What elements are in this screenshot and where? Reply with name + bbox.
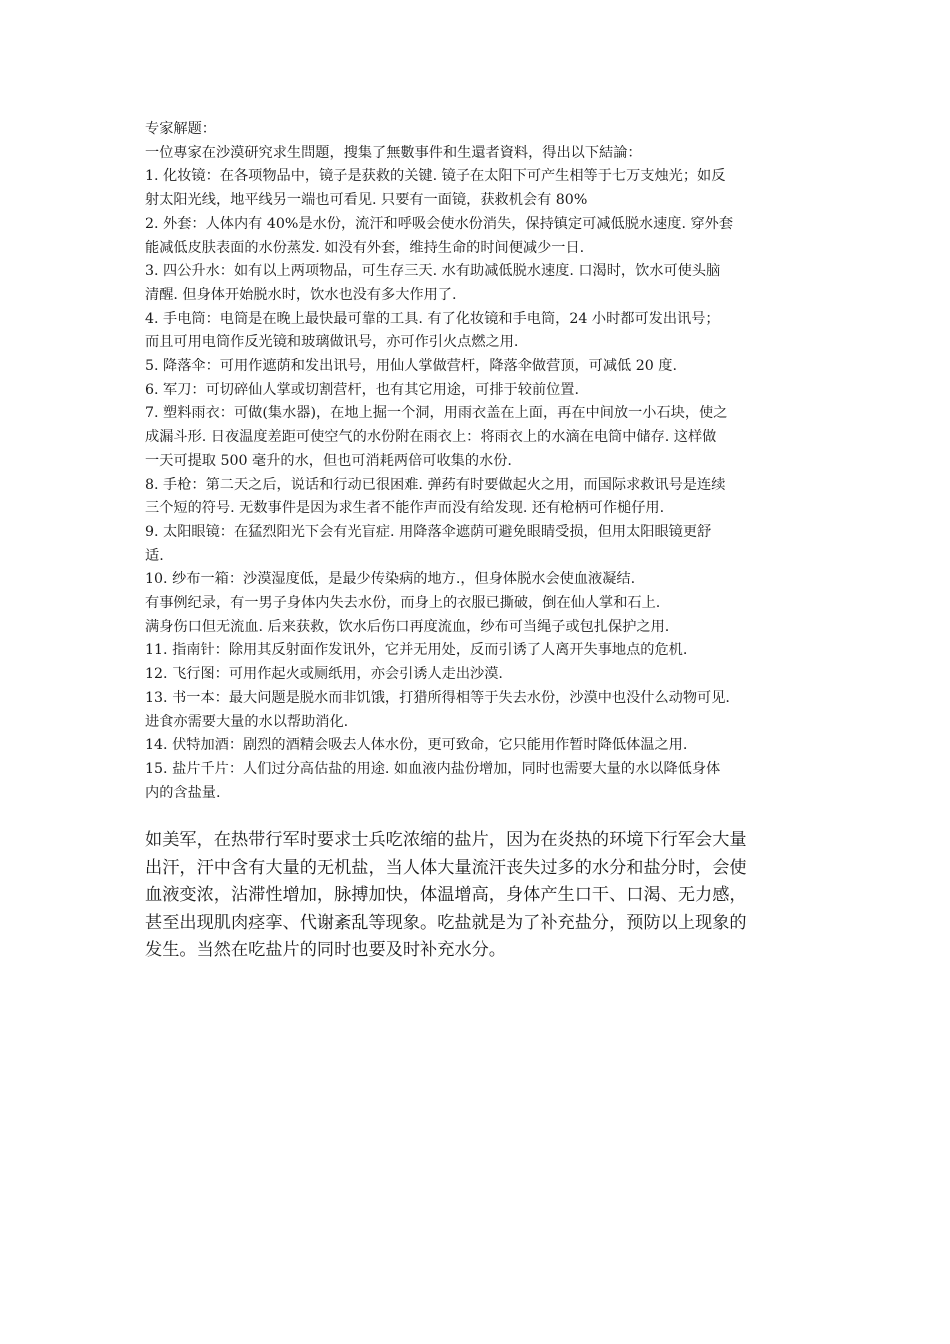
text-line: 6. 军刀：可切碎仙人掌或切割营杆，也有其它用途，可排于较前位置.: [145, 381, 579, 398]
text-line: 9. 太阳眼镜：在猛烈阳光下会有光盲症. 用降落伞遮荫可避免眼睛受损，但用太阳眼镜更舒: [145, 523, 712, 540]
paragraph-line: 出汗，汗中含有大量的无机盐，当人体大量流汗丧失过多的水分和盐分时，会使: [145, 857, 747, 878]
text-line: 射太阳光线，地平线另一端也可看见. 只要有一面镜，获救机会有 80%: [145, 192, 588, 209]
text-line: 内的含盐量.: [145, 784, 221, 801]
text-line: 成漏斗形. 日夜温度差距可使空气的水份附在雨衣上：将雨衣上的水滴在电筒中储存. 这样做: [145, 429, 717, 446]
text-line: 三个短的符号. 无数事件是因为求生者不能作声而没有给发现. 还有枪柄可作槌仔用.: [145, 500, 665, 517]
paragraph-line: 发生。当然在吃盐片的同时也要及时补充水分。: [145, 940, 506, 961]
text-line: 15. 盐片千片：人们过分高估盐的用途. 如血液内盐份增加，同时也需要大量的水以降低身体: [145, 760, 721, 777]
text-line: 7. 塑料雨衣：可做(集水器)，在地上掘一个洞，用雨衣盖在上面，再在中间放一小石块，使之: [145, 405, 728, 422]
text-line: 1. 化妆镜：在各项物品中，镜子是获救的关键. 镜子在太阳下可产生相等于七万支烛光；如反: [145, 168, 726, 185]
text-line: 满身伤口但无流血. 后来获救，饮水后伤口再度流血，纱布可当绳子或包扎保护之用.: [145, 618, 670, 635]
paragraph-line: 甚至出现肌肉痉挛、代谢紊乱等现象。吃盐就是为了补充盐分，预防以上现象的: [145, 912, 747, 933]
text-line: 一天可提取 500 毫升的水，但也可消耗两倍可收集的水份.: [145, 452, 512, 469]
text-line: 适.: [145, 547, 164, 564]
text-line: 能减低皮肤表面的水份蒸发. 如没有外套，维持生命的时间便减少一日.: [145, 239, 585, 256]
paragraph-line: 血液变浓，沾滞性增加，脉搏加快，体温增高，身体产生口干、口渴、无力感，: [145, 885, 747, 906]
text-line: 12. 飞行图：可用作起火或厕纸用，亦会引诱人走出沙漠.: [145, 666, 503, 683]
intro-line: 一位專家在沙漠研究求生問題，搜集了無數事件和生還者資料，得出以下結論：: [145, 144, 642, 161]
section-heading: 专家解题：: [145, 121, 216, 137]
text-line: 14. 伏特加酒：剧烈的酒精会吸去人体水份，更可致命，它只能用作暂时降低体温之用.: [145, 737, 688, 754]
text-line: 2. 外套：人体内有 40%是水份，流汗和呼吸会使水份消失，保持镇定可减低脱水速度. 穿外套: [145, 215, 734, 232]
text-line: 8. 手枪：第二天之后，说话和行动已很困难. 弹药有时要做起火之用，而国际求救讯号是连续: [145, 476, 726, 493]
text-line: 10. 纱布一箱：沙漠湿度低，是最少传染病的地方.，但身体脱水会使血液凝结.: [145, 571, 636, 588]
text-line: 进食亦需要大量的水以帮助消化.: [145, 713, 349, 730]
text-line: 4. 手电筒：电筒是在晚上最快最可靠的工具. 有了化妆镜和手电筒，24 小时都可发出讯号；: [145, 310, 720, 327]
salt-tablet-paragraph: [145, 827, 817, 965]
text-line: 5. 降落伞：可用作遮荫和发出讯号，用仙人掌做营杆，降落伞做营顶，可减低 20 度.: [145, 358, 678, 375]
text-line: 清醒. 但身体开始脱水时，饮水也没有多大作用了.: [145, 286, 457, 303]
text-line: 11. 指南针：除用其反射面作发讯外，它并无用处，反而引诱了人离开失事地点的危机.: [145, 642, 688, 659]
text-line: 而且可用电筒作反光镜和玻璃做讯号，亦可作引火点燃之用.: [145, 334, 519, 351]
text-line: 有事例纪录，有一男子身体内失去水份，而身上的衣服已撕破，倒在仙人掌和石上.: [145, 595, 661, 612]
document-page: [145, 118, 817, 965]
paragraph-line: 如美军，在热带行军时要求士兵吃浓缩的盐片，因为在炎热的环境下行军会大量: [145, 830, 747, 851]
text-line: 3. 四公升水：如有以上两项物品，可生存三天. 水有助减低脱水速度. 口渴时，饮水可使头脑: [145, 263, 721, 280]
expert-answer-section: [145, 118, 817, 805]
text-line: 13. 书一本：最大问题是脱水而非饥饿，打猎所得相等于失去水份，沙漠中也没什么动物可见.: [145, 689, 730, 706]
